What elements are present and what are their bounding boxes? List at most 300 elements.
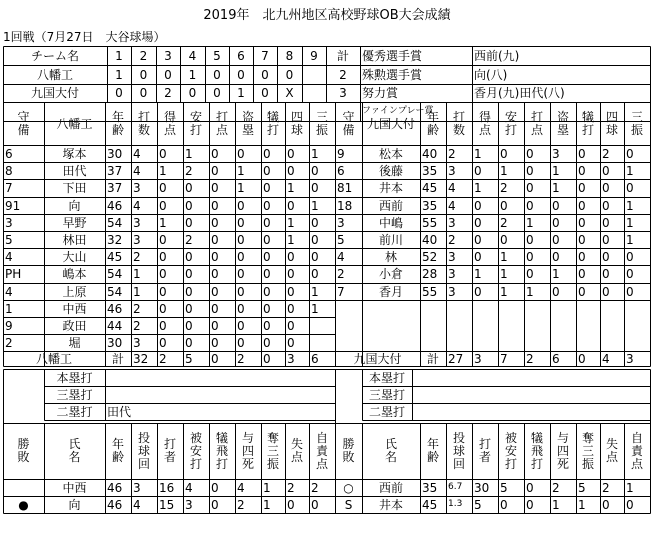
player-stat: 3 bbox=[133, 335, 141, 350]
player-age: 28 bbox=[422, 267, 438, 281]
stat-header-char: 盗 bbox=[241, 109, 254, 124]
inning-score bbox=[302, 65, 326, 84]
player-stat: 0 bbox=[237, 232, 245, 247]
pitch-stat-header-char: 回 bbox=[452, 456, 465, 471]
inning-header: 2 bbox=[139, 48, 148, 63]
award-label: 殊勲選手賞 bbox=[362, 67, 423, 82]
award-value: 香月(九)田代(八) bbox=[474, 86, 565, 100]
player-position: 91 bbox=[5, 198, 21, 213]
stat-header-char: 点 bbox=[163, 122, 176, 137]
player-stat: 1 bbox=[287, 181, 295, 195]
stat-header bbox=[183, 102, 209, 145]
inning-header: 8 bbox=[285, 48, 294, 63]
page-title: 2019年 北九州地区高校野球OB大会成績 bbox=[203, 8, 451, 23]
player-stat: 0 bbox=[552, 249, 560, 264]
award-value: 西前(九) bbox=[474, 48, 520, 63]
player-age: 35 bbox=[422, 198, 438, 213]
player-stat: 0 bbox=[578, 232, 586, 247]
player-age: 54 bbox=[107, 284, 123, 299]
player-position: 7 bbox=[337, 284, 345, 299]
stat-header-char: 数 bbox=[452, 122, 465, 137]
player-name: 林田 bbox=[62, 232, 87, 247]
player-position: 6 bbox=[5, 146, 13, 161]
pitch-stat-header-char: 打 bbox=[478, 437, 491, 451]
pitch-stat-header-char: 四 bbox=[556, 443, 569, 458]
player-name: 井本 bbox=[378, 181, 403, 195]
result-header-char: 敗 bbox=[17, 450, 30, 464]
totals-team: 九国大付 bbox=[353, 351, 402, 366]
pitcher-name-header-char: 氏 bbox=[384, 437, 397, 451]
player-stat: 0 bbox=[211, 181, 219, 195]
inning-score: X bbox=[285, 86, 294, 100]
player-stat: 1 bbox=[500, 249, 508, 264]
inning-score: 2 bbox=[164, 86, 172, 100]
player-stat: 1 bbox=[287, 215, 295, 230]
player-position: 6 bbox=[337, 163, 345, 178]
pitcher-name-header bbox=[44, 423, 105, 479]
inning-score: 0 bbox=[213, 67, 221, 82]
stat-header-char: 数 bbox=[137, 122, 150, 137]
pitcher-stat: 3 bbox=[185, 497, 193, 512]
inning-score bbox=[302, 84, 326, 102]
player-age: 30 bbox=[107, 335, 123, 350]
hit-type-label: 三塁打 bbox=[368, 387, 405, 402]
player-stat: 0 bbox=[263, 163, 271, 178]
pitcher-stat: 6.7 bbox=[448, 482, 463, 492]
stat-header-char: 点 bbox=[530, 122, 543, 137]
stat-header-char: 得 bbox=[163, 109, 176, 124]
totals-stat: 4 bbox=[602, 351, 610, 366]
player-stat: 0 bbox=[578, 181, 586, 195]
player-stat: 4 bbox=[133, 198, 141, 213]
player-stat: 0 bbox=[500, 198, 508, 213]
player-name: 上原 bbox=[62, 284, 87, 299]
inning-score: 0 bbox=[237, 67, 245, 82]
player-stat: 0 bbox=[211, 232, 219, 247]
pitcher-stat: 0 bbox=[211, 480, 219, 495]
award-label: 努力賞 bbox=[362, 86, 399, 100]
pitcher-stat: 16 bbox=[159, 480, 175, 495]
player-stat: 0 bbox=[626, 284, 634, 299]
player-stat: 2 bbox=[500, 181, 508, 195]
player-position: 1 bbox=[5, 301, 13, 316]
pitcher-stat: 0 bbox=[500, 497, 508, 512]
pitcher-age: 35 bbox=[422, 480, 438, 495]
line-score-total-header: 計 bbox=[336, 48, 349, 63]
stat-header bbox=[498, 102, 524, 145]
player-stat: 0 bbox=[578, 267, 586, 281]
stat-header-char: 塁 bbox=[556, 122, 569, 137]
player-stat: 0 bbox=[211, 284, 219, 299]
pitch-stat-header-char: 者 bbox=[163, 450, 176, 464]
player-age: 55 bbox=[422, 215, 438, 230]
result-header-char: 敗 bbox=[342, 450, 355, 464]
stat-header-char: 打 bbox=[530, 109, 543, 124]
player-stat: 0 bbox=[237, 249, 245, 264]
stat-header-char: 盗 bbox=[556, 109, 569, 124]
player-stat: 1 bbox=[237, 181, 245, 195]
line-score-total: 2 bbox=[339, 67, 347, 82]
player-stat: 1 bbox=[287, 232, 295, 247]
pitch-stat-header-char: 自 bbox=[315, 430, 328, 445]
inning-header: 6 bbox=[237, 48, 245, 63]
player-stat: 0 bbox=[287, 318, 295, 333]
player-stat bbox=[309, 334, 335, 351]
hit-type-label: 二塁打 bbox=[368, 404, 405, 419]
stat-header-char: 塁 bbox=[241, 122, 254, 137]
totals-stat: 5 bbox=[185, 351, 193, 366]
stat-header bbox=[472, 102, 498, 145]
hit-players bbox=[105, 369, 335, 386]
pos-header-char: 備 bbox=[342, 122, 355, 137]
pitch-stat-header-char: 点 bbox=[605, 450, 618, 464]
player-stat: 0 bbox=[237, 198, 245, 213]
player-stat: 0 bbox=[602, 198, 610, 213]
age-header-char: 齢 bbox=[426, 450, 439, 464]
player-stat: 0 bbox=[159, 301, 167, 316]
player-stat: 0 bbox=[474, 232, 482, 247]
player-stat: 1 bbox=[133, 267, 141, 281]
player-name: 政田 bbox=[62, 318, 87, 333]
pitch-stat-header-char: 被 bbox=[504, 430, 517, 445]
player-name: 大山 bbox=[62, 249, 87, 264]
player-stat: 0 bbox=[474, 249, 482, 264]
hit-players bbox=[105, 386, 335, 403]
player-stat: 0 bbox=[185, 301, 193, 316]
player-stat: 2 bbox=[500, 215, 508, 230]
player-stat: 0 bbox=[474, 284, 482, 299]
player-stat: 2 bbox=[133, 318, 141, 333]
player-age: 37 bbox=[107, 163, 123, 178]
player-stat: 1 bbox=[500, 284, 508, 299]
stat-header-char: 犠 bbox=[581, 109, 594, 124]
player-position: 2 bbox=[337, 267, 345, 281]
pitch-stat-header-char: 奪 bbox=[581, 430, 594, 445]
player-age: 32 bbox=[107, 232, 123, 247]
stat-header-char: 四 bbox=[290, 109, 303, 124]
pitcher-stat: 4 bbox=[133, 497, 141, 512]
player-stat: 2 bbox=[185, 232, 193, 247]
player-stat: 3 bbox=[133, 232, 141, 247]
pitch-stat-header bbox=[209, 423, 235, 479]
stat-header bbox=[235, 102, 261, 145]
player-stat: 0 bbox=[578, 249, 586, 264]
player-stat: 0 bbox=[287, 335, 295, 350]
pitcher-name-header-char: 名 bbox=[68, 450, 81, 464]
inning-header: 3 bbox=[164, 48, 172, 63]
player-stat: 1 bbox=[185, 146, 193, 161]
stat-header-char: 球 bbox=[605, 122, 618, 137]
player-stat: 0 bbox=[263, 267, 271, 281]
pitch-stat-header bbox=[285, 423, 309, 479]
pitcher-stat: 15 bbox=[159, 497, 175, 512]
pitcher-result-mark: ● bbox=[18, 497, 29, 512]
pitch-stat-header-char: 四 bbox=[241, 443, 254, 458]
player-stat: 0 bbox=[311, 249, 319, 264]
pitch-stat-header-char: 失 bbox=[290, 437, 303, 451]
player-stat: 0 bbox=[263, 181, 271, 195]
player-stat: 0 bbox=[263, 249, 271, 264]
player-stat: 0 bbox=[159, 181, 167, 195]
stat-header-char: 打 bbox=[215, 109, 228, 124]
player-stat: 0 bbox=[602, 267, 610, 281]
award-value: 向(八) bbox=[474, 67, 508, 82]
pitcher-stat: 5 bbox=[474, 497, 482, 512]
player-name: 前川 bbox=[378, 232, 403, 247]
stat-header bbox=[550, 102, 576, 145]
hit-players bbox=[412, 369, 650, 386]
pitch-stat-header-char: 打 bbox=[530, 456, 543, 471]
player-stat: 0 bbox=[578, 163, 586, 178]
pitch-stat-header-char: 者 bbox=[478, 450, 491, 464]
pitcher-age: 45 bbox=[422, 497, 438, 512]
player-name: 下田 bbox=[62, 181, 87, 195]
player-stat: 0 bbox=[474, 198, 482, 213]
player-stat: 0 bbox=[237, 146, 245, 161]
inning-score: 1 bbox=[115, 67, 123, 82]
player-position: 81 bbox=[337, 181, 353, 195]
stat-header-char: 球 bbox=[290, 122, 303, 137]
player-stat: 1 bbox=[552, 181, 560, 195]
team-name-header: 八幡工 bbox=[56, 116, 93, 131]
player-age: 54 bbox=[107, 267, 123, 281]
line-score-team: 九国大付 bbox=[30, 86, 79, 100]
team-name-header: 九国大付 bbox=[366, 116, 415, 131]
player-stat: 0 bbox=[159, 198, 167, 213]
totals-stat: 2 bbox=[526, 351, 534, 366]
stat-header bbox=[261, 102, 285, 145]
player-name: 向 bbox=[68, 198, 81, 213]
player-stat: 0 bbox=[185, 267, 193, 281]
pitch-stat-header-char: 打 bbox=[215, 456, 228, 471]
pitch-stat-header-char: 点 bbox=[630, 456, 643, 471]
inning-score: 0 bbox=[261, 86, 269, 100]
player-stat: 0 bbox=[237, 318, 245, 333]
stat-header-char: 犠 bbox=[266, 109, 279, 124]
hit-type-label: 三塁打 bbox=[56, 387, 93, 402]
stat-header-char: 打 bbox=[581, 122, 594, 137]
pitch-stat-header bbox=[576, 423, 600, 479]
pitcher-stat: 3 bbox=[133, 480, 141, 495]
pitcher-stat: 2 bbox=[602, 480, 610, 495]
stat-header-char: 打 bbox=[137, 109, 150, 124]
player-stat: 0 bbox=[159, 249, 167, 264]
game-info: 1回戦（7月27日 大谷球場） bbox=[3, 30, 166, 44]
stat-header-char: 三 bbox=[630, 109, 643, 124]
totals-stat: 0 bbox=[263, 351, 271, 366]
pitch-stat-header-char: 与 bbox=[556, 430, 569, 445]
player-stat: 1 bbox=[474, 181, 482, 195]
player-stat: 0 bbox=[626, 146, 634, 161]
pos-header-char: 備 bbox=[17, 122, 30, 137]
pitch-stat-header bbox=[183, 423, 209, 479]
totals-stat: 2 bbox=[237, 351, 245, 366]
player-stat: 1 bbox=[311, 146, 319, 161]
player-stat: 0 bbox=[211, 335, 219, 350]
player-stat: 0 bbox=[263, 284, 271, 299]
player-age: 37 bbox=[107, 181, 123, 195]
pitch-stat-header-char: 振 bbox=[581, 456, 594, 471]
pitcher-stat: 0 bbox=[526, 497, 534, 512]
pitcher-stat: 1 bbox=[263, 480, 271, 495]
pitch-stat-header bbox=[498, 423, 524, 479]
player-stat: 0 bbox=[526, 267, 534, 281]
pitcher-stat: 4 bbox=[185, 480, 193, 495]
stat-header-char: 打 bbox=[504, 122, 517, 137]
age-header-char: 年 bbox=[111, 109, 124, 124]
player-stat: 0 bbox=[211, 215, 219, 230]
player-stat: 1 bbox=[133, 284, 141, 299]
player-stat: 4 bbox=[448, 181, 456, 195]
player-position: 9 bbox=[5, 318, 13, 333]
player-stat: 0 bbox=[311, 215, 319, 230]
player-stat: 0 bbox=[602, 163, 610, 178]
stat-header-char: 振 bbox=[315, 122, 328, 137]
player-stat: 1 bbox=[526, 284, 534, 299]
age-header-char: 年 bbox=[426, 437, 439, 451]
stat-header-char: 打 bbox=[452, 109, 465, 124]
player-stat: 3 bbox=[448, 249, 456, 264]
player-stat: 4 bbox=[133, 163, 141, 178]
player-name: 西前 bbox=[378, 198, 403, 213]
player-stat: 1 bbox=[626, 232, 634, 247]
stat-header-char: 打 bbox=[189, 122, 202, 137]
stat-header-char: 安 bbox=[189, 109, 202, 124]
inning-header: 7 bbox=[261, 48, 269, 63]
player-stat: 0 bbox=[185, 318, 193, 333]
player-stat: 0 bbox=[263, 318, 271, 333]
totals-stat: 32 bbox=[133, 351, 149, 366]
pitch-stat-header bbox=[157, 423, 183, 479]
player-name: 堀 bbox=[68, 335, 81, 350]
player-stat: 0 bbox=[159, 335, 167, 350]
player-stat: 3 bbox=[448, 267, 456, 281]
player-stat: 3 bbox=[448, 215, 456, 230]
player-position: 3 bbox=[337, 215, 345, 230]
player-stat: 0 bbox=[311, 163, 319, 178]
pitcher-stat: 0 bbox=[602, 497, 610, 512]
inning-score: 1 bbox=[188, 67, 197, 82]
player-stat: 0 bbox=[159, 318, 167, 333]
player-position: 7 bbox=[5, 181, 13, 195]
stat-header bbox=[524, 102, 550, 145]
player-stat: 0 bbox=[211, 267, 219, 281]
inning-score: 0 bbox=[139, 67, 148, 82]
pitch-stat-header-char: 三 bbox=[266, 443, 279, 458]
player-name: 香月 bbox=[378, 284, 403, 299]
pitch-stat-header-char: 打 bbox=[163, 437, 176, 451]
inning-score: 1 bbox=[237, 86, 245, 100]
hit-players bbox=[412, 403, 650, 420]
player-stat: 0 bbox=[311, 267, 319, 281]
stat-header bbox=[131, 102, 157, 145]
pitch-stat-header bbox=[131, 423, 157, 479]
stat-header bbox=[446, 102, 472, 145]
inning-score: 0 bbox=[164, 67, 172, 82]
player-age: 30 bbox=[107, 146, 123, 161]
totals-stat: 7 bbox=[500, 351, 508, 366]
player-age: 45 bbox=[422, 181, 438, 195]
player-age: 40 bbox=[422, 232, 438, 247]
pitch-stat-header-char: 球 bbox=[452, 443, 465, 458]
result-header-char: 勝 bbox=[17, 437, 30, 451]
player-position: 4 bbox=[5, 284, 13, 299]
totals-stat: 0 bbox=[578, 351, 586, 366]
player-stat: 3 bbox=[448, 284, 456, 299]
player-stat: 0 bbox=[211, 301, 219, 316]
player-position: 3 bbox=[5, 215, 13, 230]
pitcher-stat: 2 bbox=[287, 480, 295, 495]
player-stat: 3 bbox=[133, 181, 141, 195]
stat-header bbox=[576, 102, 600, 145]
player-age: 52 bbox=[422, 249, 438, 264]
player-stat: 0 bbox=[578, 215, 586, 230]
player-stat: 0 bbox=[159, 146, 167, 161]
inning-score: 0 bbox=[285, 67, 294, 82]
pitch-stat-header-char: 打 bbox=[189, 456, 202, 471]
player-stat: 0 bbox=[526, 249, 534, 264]
player-stat: 0 bbox=[263, 146, 271, 161]
pitch-stat-header-char: 点 bbox=[315, 456, 328, 471]
player-stat: 0 bbox=[526, 146, 534, 161]
pitcher-stat: 0 bbox=[311, 497, 319, 512]
player-age: 35 bbox=[422, 163, 438, 178]
player-stat: 1 bbox=[626, 198, 634, 213]
stat-header bbox=[285, 102, 309, 145]
player-stat: 1 bbox=[237, 163, 245, 178]
player-stat: 0 bbox=[552, 284, 560, 299]
player-name: 中嶋 bbox=[378, 215, 403, 230]
player-stat: 0 bbox=[185, 181, 193, 195]
player-stat: 1 bbox=[311, 301, 319, 316]
player-stat: 0 bbox=[287, 163, 295, 178]
totals-label: 計 bbox=[426, 351, 439, 366]
player-stat: 2 bbox=[133, 301, 141, 316]
player-stat: 1 bbox=[552, 267, 560, 281]
player-stat: 0 bbox=[474, 215, 482, 230]
age-header bbox=[420, 423, 446, 479]
player-stat: 0 bbox=[211, 198, 219, 213]
pitcher-stat: 5 bbox=[578, 480, 586, 495]
player-stat: 0 bbox=[552, 198, 560, 213]
pitcher-stat: 0 bbox=[626, 497, 634, 512]
award-label: ファインプレー賞 bbox=[362, 106, 434, 116]
result-header bbox=[3, 423, 44, 479]
pitcher-name-header bbox=[362, 423, 420, 479]
inning-header: 4 bbox=[188, 48, 197, 63]
player-stat: 4 bbox=[133, 146, 141, 161]
pitch-stat-header-char: 与 bbox=[241, 430, 254, 445]
player-stat: 0 bbox=[526, 181, 534, 195]
pitch-stat-header-char: 振 bbox=[266, 456, 279, 471]
pitch-stat-header-char: 責 bbox=[315, 443, 328, 458]
stat-header bbox=[157, 102, 183, 145]
player-stat: 0 bbox=[526, 198, 534, 213]
pitcher-name-header-char: 名 bbox=[384, 450, 397, 464]
pitcher-name: 井本 bbox=[378, 497, 403, 512]
pitch-stat-header-char: 飛 bbox=[215, 443, 228, 458]
stat-header bbox=[600, 102, 624, 145]
totals-stat: 6 bbox=[311, 351, 319, 366]
stat-header bbox=[309, 102, 335, 145]
pitch-stat-header-char: 球 bbox=[137, 443, 150, 458]
player-stat: 0 bbox=[185, 198, 193, 213]
player-stat: 4 bbox=[448, 198, 456, 213]
player-stat bbox=[309, 317, 335, 334]
pitcher-stat: 1 bbox=[578, 497, 586, 512]
pitch-stat-header bbox=[524, 423, 550, 479]
inning-score: 0 bbox=[261, 67, 269, 82]
